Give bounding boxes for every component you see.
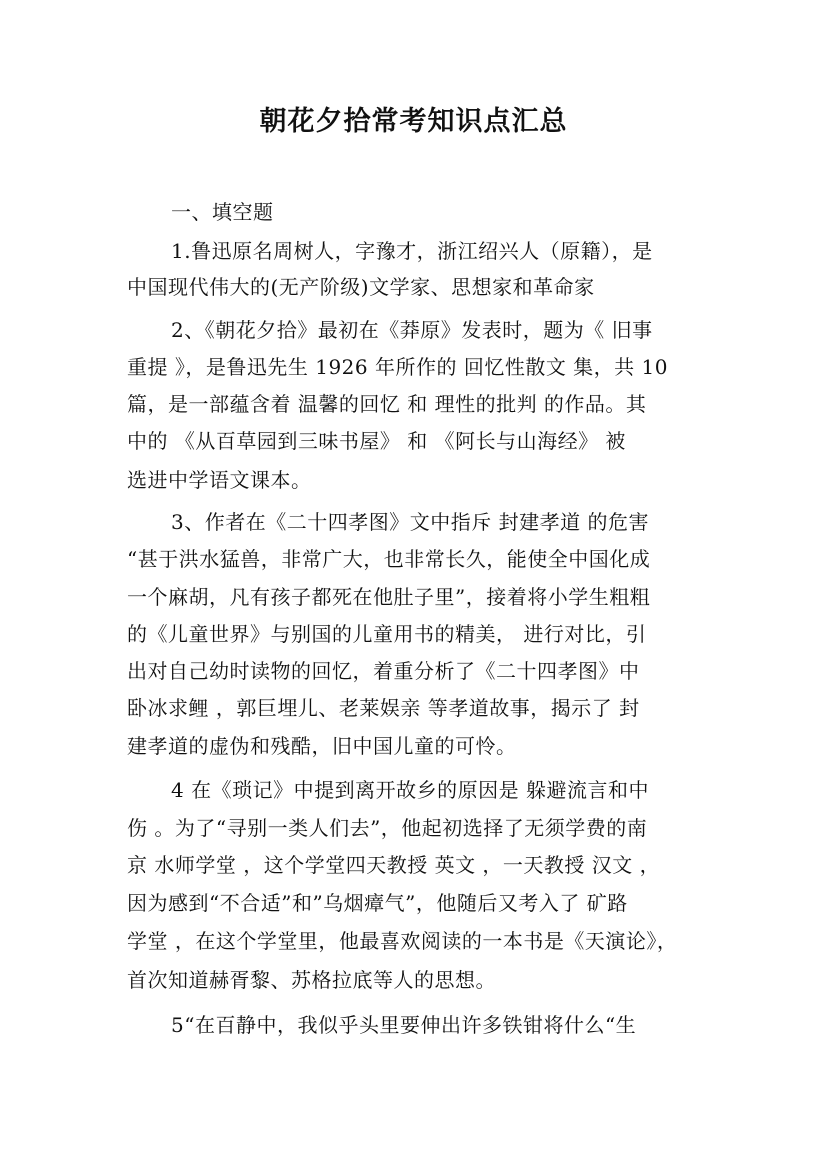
paragraph-line: 因为感到“不合适”和”乌烟瘴气”，他随后又考入了 矿路	[127, 891, 628, 915]
paragraph-line: 2、《朝花夕拾》最初在《莽原》发表时，题为《 旧事	[171, 318, 653, 342]
paragraph-line: 卧冰求鲤 ，郭巨埋儿、老莱娱亲 等孝道故事，揭示了 封	[127, 696, 640, 720]
paragraph-line: 的《儿童世界》与别国的儿童用书的精美， 进行对比，引	[127, 622, 647, 646]
section-heading: 一、填空题	[171, 200, 274, 224]
paragraph-line: 建孝道的虚伪和残酷，旧中国儿童的可怜。	[127, 734, 517, 758]
paragraph-line: 出对自己幼时读物的回忆，着重分析了《二十四孝图》中	[127, 659, 640, 683]
paragraph-line: 3、作者在《二十四孝图》文中指斥 封建孝道 的危害	[171, 510, 649, 534]
paragraph-line: 学堂 ，在这个学堂里，他最喜欢阅读的一本书是《天演论》，	[127, 929, 678, 953]
paragraph-line: 伤 。为了“寻别一类人们去”，他起初选择了无须学费的南	[127, 816, 648, 840]
paragraph-line: 京 水师学堂 ，这个学堂四天教授 英文 ，一天教授 汉文 ，	[127, 853, 661, 877]
paragraph-line: 4 在《琐记》中提到离开故乡的原因是 躲避流言和中	[171, 778, 649, 802]
paragraph-line: 中的 《从百草园到三味书屋》 和 《阿长与山海经》 被	[127, 429, 626, 453]
paragraph-line: 选进中学语文课本。	[127, 468, 312, 492]
paragraph-line: “甚于洪水猛兽，非常广大，也非常长久，能使全中国化成	[127, 547, 651, 571]
paragraph-line: 重提 》，是鲁迅先生 1926 年所作的 回忆性散文 集，共 10	[127, 355, 668, 379]
paragraph-line: 一个麻胡，凡有孩子都死在他肚子里”，接着将小学生粗粗	[127, 585, 651, 609]
paragraph-line: 首次知道赫胥黎、苏格拉底等人的思想。	[127, 968, 496, 992]
paragraph-line: 1.鲁迅原名周树人，字豫才，浙江绍兴人（原籍），是	[171, 239, 653, 263]
paragraph-line: 5“在百静中，我似乎头里要伸出许多铁钳将什么“生	[171, 1013, 637, 1037]
document-title: 朝花夕拾常考知识点汇总	[259, 106, 568, 137]
paragraph-line: 篇，是一部蕴含着 温馨的回忆 和 理性的批判 的作品。其	[127, 392, 647, 416]
paragraph-line: 中国现代伟大的(无产阶级)文学家、思想家和革命家	[127, 275, 595, 299]
